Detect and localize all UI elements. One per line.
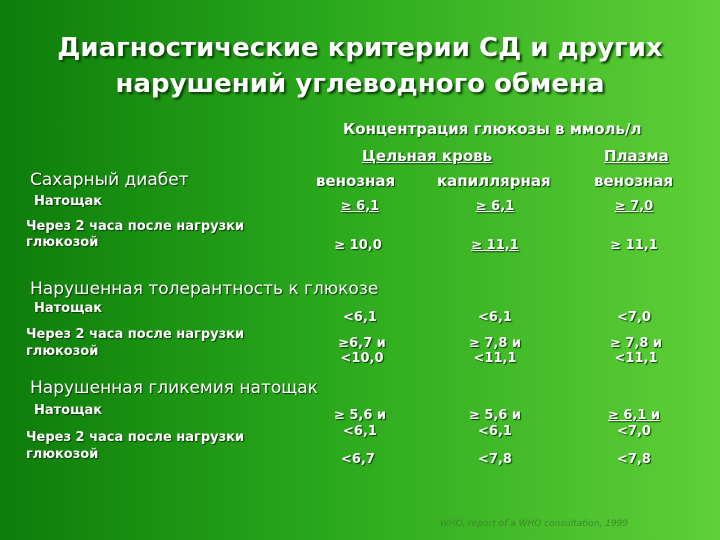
cell-ifg-fasting-venous-min: ≥ 5,6 и bbox=[333, 408, 387, 423]
whole-blood-header: Цельная кровь bbox=[362, 147, 493, 165]
cell-igt-load-plasma-min: ≥ 7,8 и bbox=[609, 336, 663, 351]
cell-diabetes-fasting-plasma: ≥ 7,0 bbox=[614, 199, 654, 214]
cell-igt-load-venous-min: ≥6,7 и bbox=[338, 336, 386, 351]
source-note: WHO, report of a WHO consultation, 1999 bbox=[440, 519, 629, 529]
cell-igt-fasting-capillary: <6,1 bbox=[478, 310, 512, 325]
cell-igt-load-capillary-max: <11,1 bbox=[473, 351, 517, 366]
column-header-capillary: капиллярная bbox=[437, 172, 551, 190]
cell-ifg-load-plasma: <7,8 bbox=[617, 452, 651, 467]
column-header-plasma-venous: венозная bbox=[594, 172, 674, 190]
title-line-2: нарушений углеводного обмена bbox=[115, 69, 605, 99]
after-load-label-cont: глюкозой bbox=[26, 235, 99, 250]
cell-ifg-fasting-venous-max: <6,1 bbox=[343, 424, 377, 439]
fasting-label: Натощак bbox=[34, 301, 103, 316]
after-load-label: Через 2 часа после нагрузки bbox=[26, 327, 245, 342]
cell-igt-fasting-venous: <6,1 bbox=[343, 310, 377, 325]
cell-ifg-load-capillary: <7,8 bbox=[478, 452, 512, 467]
section-title-impaired-tolerance: Нарушенная толерантность к глюкозе bbox=[30, 279, 379, 299]
cell-ifg-fasting-plasma-min: ≥ 6,1 и bbox=[607, 408, 661, 423]
cell-diabetes-load-capillary: ≥ 11,1 bbox=[471, 238, 519, 253]
cell-igt-load-capillary-min: ≥ 7,8 и bbox=[468, 336, 522, 351]
cell-igt-load-venous-max: <10,0 bbox=[340, 351, 384, 366]
cell-ifg-load-venous: <6,7 bbox=[341, 452, 375, 467]
after-load-label: Через 2 часа после нагрузки bbox=[26, 219, 245, 234]
cell-ifg-fasting-capillary-min: ≥ 5,6 и bbox=[468, 408, 522, 423]
title-line-1: Диагностические критерии СД и других bbox=[57, 33, 663, 63]
after-load-label-cont: глюкозой bbox=[26, 344, 99, 359]
page-title bbox=[40, 30, 680, 102]
cell-igt-load-plasma-max: <11,1 bbox=[614, 351, 658, 366]
cell-ifg-fasting-plasma-max: <7,0 bbox=[617, 424, 651, 439]
cell-igt-fasting-plasma: <7,0 bbox=[617, 310, 651, 325]
plasma-header: Плазма bbox=[604, 147, 669, 165]
after-load-label-cont: глюкозой bbox=[26, 447, 99, 462]
cell-diabetes-load-plasma: ≥ 11,1 bbox=[610, 238, 658, 253]
cell-ifg-fasting-capillary-max: <6,1 bbox=[478, 424, 512, 439]
concentration-header: Концентрация глюкозы в ммоль/л bbox=[343, 120, 642, 138]
fasting-label: Натощак bbox=[34, 194, 103, 209]
section-title-impaired-fasting: Нарушенная гликемия натощак bbox=[30, 378, 318, 398]
cell-diabetes-load-venous: ≥ 10,0 bbox=[334, 238, 382, 253]
cell-diabetes-fasting-venous: ≥ 6,1 bbox=[340, 199, 380, 214]
column-header-venous: венозная bbox=[316, 172, 396, 190]
after-load-label: Через 2 часа после нагрузки bbox=[26, 430, 245, 445]
cell-diabetes-fasting-capillary: ≥ 6,1 bbox=[475, 199, 515, 214]
section-title-diabetes: Сахарный диабет bbox=[30, 170, 189, 190]
fasting-label: Натощак bbox=[34, 403, 103, 418]
